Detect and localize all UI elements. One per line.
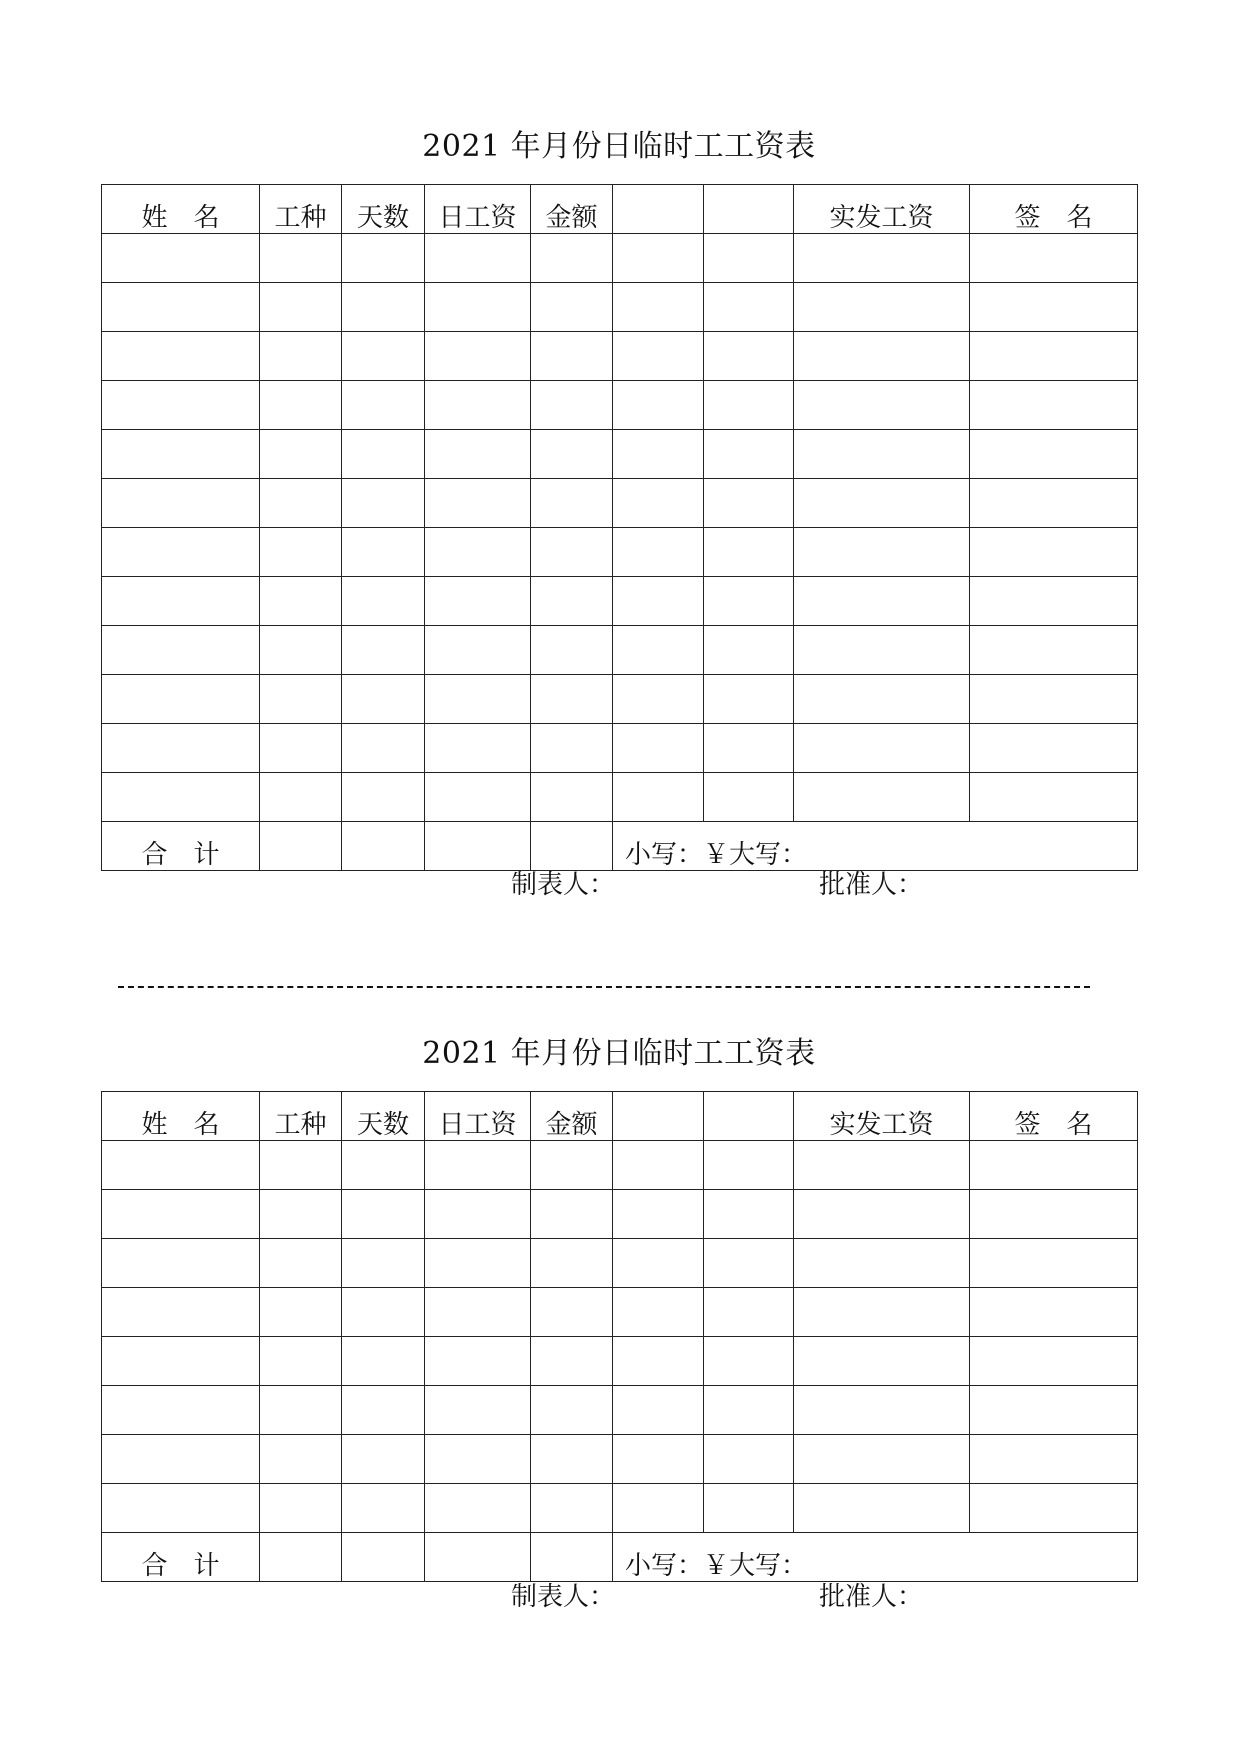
table-cell[interactable] xyxy=(425,577,531,626)
total-cell[interactable] xyxy=(260,1533,342,1582)
table-cell[interactable] xyxy=(970,332,1138,381)
table-row xyxy=(102,1288,1138,1337)
table-row xyxy=(102,528,1138,577)
table-row xyxy=(102,234,1138,283)
table-cell[interactable] xyxy=(102,1386,260,1435)
column-header xyxy=(613,185,704,234)
table-cell[interactable] xyxy=(794,1141,970,1190)
table-cell[interactable] xyxy=(425,773,531,822)
table-cell[interactable] xyxy=(704,234,794,283)
table-cell[interactable] xyxy=(613,1141,704,1190)
total-label: 合 计 xyxy=(102,1533,260,1582)
table-cell[interactable] xyxy=(794,1190,970,1239)
table-cell[interactable] xyxy=(102,1239,260,1288)
table-cell[interactable] xyxy=(342,1337,425,1386)
table-cell[interactable] xyxy=(102,430,260,479)
table-cell[interactable] xyxy=(102,1190,260,1239)
table-cell[interactable] xyxy=(260,577,342,626)
table-cell[interactable] xyxy=(260,234,342,283)
table-cell[interactable] xyxy=(531,283,613,332)
table-cell[interactable] xyxy=(260,1337,342,1386)
table-cell[interactable] xyxy=(531,479,613,528)
table-cell[interactable] xyxy=(613,430,704,479)
table-cell[interactable] xyxy=(704,1386,794,1435)
table-cell[interactable] xyxy=(970,1141,1138,1190)
table-row xyxy=(102,332,1138,381)
table-row xyxy=(102,626,1138,675)
table-cell[interactable] xyxy=(342,528,425,577)
table-cell[interactable] xyxy=(704,724,794,773)
table-cell[interactable] xyxy=(342,1386,425,1435)
table-cell[interactable] xyxy=(531,1190,613,1239)
table-cell[interactable] xyxy=(613,626,704,675)
total-row xyxy=(102,1533,1138,1582)
table-cell[interactable] xyxy=(970,283,1138,332)
table-cell[interactable] xyxy=(970,1435,1138,1484)
table-cell[interactable] xyxy=(425,430,531,479)
table-cell[interactable] xyxy=(260,1190,342,1239)
table-cell[interactable] xyxy=(102,724,260,773)
table-cell[interactable] xyxy=(342,1141,425,1190)
table-cell[interactable] xyxy=(704,1435,794,1484)
table-cell[interactable] xyxy=(342,430,425,479)
table-cell[interactable] xyxy=(613,773,704,822)
table-cell[interactable] xyxy=(794,528,970,577)
amount-in-words-field[interactable]: 小写：￥大写： xyxy=(613,1533,1138,1582)
table-row xyxy=(102,1141,1138,1190)
column-header: 实发工资 xyxy=(794,185,970,234)
table-cell[interactable] xyxy=(260,1435,342,1484)
table-cell[interactable] xyxy=(342,234,425,283)
table-cell[interactable] xyxy=(425,626,531,675)
table-cell[interactable] xyxy=(260,283,342,332)
table-cell[interactable] xyxy=(425,1288,531,1337)
table-cell[interactable] xyxy=(970,724,1138,773)
table-cell[interactable] xyxy=(342,1435,425,1484)
table-cell[interactable] xyxy=(704,626,794,675)
table-cell[interactable] xyxy=(613,1484,704,1533)
column-header xyxy=(704,1092,794,1141)
table-row xyxy=(102,773,1138,822)
total-cell[interactable] xyxy=(342,822,425,871)
payroll-table xyxy=(101,184,1138,871)
table-row xyxy=(102,1190,1138,1239)
table-cell[interactable] xyxy=(425,1190,531,1239)
table-cell[interactable] xyxy=(970,479,1138,528)
column-header: 工种 xyxy=(260,185,342,234)
table-cell[interactable] xyxy=(260,1141,342,1190)
table-cell[interactable] xyxy=(970,1190,1138,1239)
table-row xyxy=(102,430,1138,479)
table-cell[interactable] xyxy=(531,1386,613,1435)
table-row xyxy=(102,1337,1138,1386)
table-cell[interactable] xyxy=(970,1386,1138,1435)
table-cell[interactable] xyxy=(425,1435,531,1484)
table-cell[interactable] xyxy=(102,577,260,626)
table-cell[interactable] xyxy=(613,1386,704,1435)
table-cell[interactable] xyxy=(531,381,613,430)
table-cell[interactable] xyxy=(704,773,794,822)
table-row xyxy=(102,479,1138,528)
table-cell[interactable] xyxy=(613,577,704,626)
table-cell[interactable] xyxy=(794,1239,970,1288)
table-cell[interactable] xyxy=(970,626,1138,675)
table-cell[interactable] xyxy=(531,1141,613,1190)
approver-label: 批准人： xyxy=(819,870,924,900)
table-cell[interactable] xyxy=(342,1190,425,1239)
preparer-label: 制表人： xyxy=(511,870,616,900)
table-cell[interactable] xyxy=(260,479,342,528)
table-cell[interactable] xyxy=(970,1239,1138,1288)
header-row xyxy=(102,1092,1138,1141)
table-cell[interactable] xyxy=(342,479,425,528)
column-header: 金额 xyxy=(531,185,613,234)
table-cell[interactable] xyxy=(970,430,1138,479)
column-header: 工种 xyxy=(260,1092,342,1141)
table-cell[interactable] xyxy=(794,430,970,479)
total-label: 合 计 xyxy=(102,822,260,871)
total-cell[interactable] xyxy=(425,822,531,871)
table-cell[interactable] xyxy=(613,675,704,724)
table-cell[interactable] xyxy=(704,1337,794,1386)
table-cell[interactable] xyxy=(102,1484,260,1533)
table-cell[interactable] xyxy=(794,479,970,528)
table-cell[interactable] xyxy=(102,479,260,528)
table-cell[interactable] xyxy=(794,773,970,822)
table-cell[interactable] xyxy=(613,381,704,430)
column-header: 天数 xyxy=(342,185,425,234)
table-cell[interactable] xyxy=(794,1288,970,1337)
table-cell[interactable] xyxy=(531,1288,613,1337)
table-cell[interactable] xyxy=(531,234,613,283)
table-cell[interactable] xyxy=(531,577,613,626)
table-cell[interactable] xyxy=(342,1239,425,1288)
table-cell[interactable] xyxy=(704,1484,794,1533)
table-cell[interactable] xyxy=(970,1288,1138,1337)
table-cell[interactable] xyxy=(531,1239,613,1288)
table-cell[interactable] xyxy=(102,528,260,577)
table-cell[interactable] xyxy=(704,332,794,381)
column-header: 姓 名 xyxy=(102,185,260,234)
table-cell[interactable] xyxy=(794,626,970,675)
table-cell[interactable] xyxy=(531,1337,613,1386)
table-cell[interactable] xyxy=(794,381,970,430)
table-cell[interactable] xyxy=(704,1288,794,1337)
table-cell[interactable] xyxy=(794,724,970,773)
column-header: 实发工资 xyxy=(794,1092,970,1141)
table-cell[interactable] xyxy=(260,675,342,724)
table-cell[interactable] xyxy=(425,283,531,332)
table-cell[interactable] xyxy=(425,675,531,724)
table-cell[interactable] xyxy=(613,283,704,332)
column-header: 日工资 xyxy=(425,1092,531,1141)
table-row xyxy=(102,283,1138,332)
table-row xyxy=(102,1386,1138,1435)
total-cell[interactable] xyxy=(531,822,613,871)
table-cell[interactable] xyxy=(102,381,260,430)
table-cell[interactable] xyxy=(425,1337,531,1386)
table-row xyxy=(102,1435,1138,1484)
table-cell[interactable] xyxy=(704,283,794,332)
table-cell[interactable] xyxy=(425,1141,531,1190)
table-cell[interactable] xyxy=(794,1337,970,1386)
table-cell[interactable] xyxy=(794,577,970,626)
table-cell[interactable] xyxy=(102,1337,260,1386)
table-row xyxy=(102,577,1138,626)
table-cell[interactable] xyxy=(531,332,613,381)
table-cell[interactable] xyxy=(704,381,794,430)
table-cell[interactable] xyxy=(794,234,970,283)
table-cell[interactable] xyxy=(794,332,970,381)
table-cell[interactable] xyxy=(260,773,342,822)
table-cell[interactable] xyxy=(531,1484,613,1533)
table-cell[interactable] xyxy=(342,577,425,626)
table-cell[interactable] xyxy=(531,1435,613,1484)
total-cell[interactable] xyxy=(531,1533,613,1582)
table-cell[interactable] xyxy=(102,234,260,283)
table-cell[interactable] xyxy=(704,479,794,528)
table-cell[interactable] xyxy=(342,1288,425,1337)
table-row xyxy=(102,724,1138,773)
table-cell[interactable] xyxy=(342,283,425,332)
table-cell[interactable] xyxy=(970,234,1138,283)
table-cell[interactable] xyxy=(704,1239,794,1288)
table-cell[interactable] xyxy=(704,430,794,479)
table-cell[interactable] xyxy=(425,724,531,773)
table-cell[interactable] xyxy=(425,332,531,381)
table-cell[interactable] xyxy=(425,1239,531,1288)
table-row xyxy=(102,1239,1138,1288)
column-header: 姓 名 xyxy=(102,1092,260,1141)
total-row xyxy=(102,822,1138,871)
table-cell[interactable] xyxy=(794,1435,970,1484)
table-row xyxy=(102,381,1138,430)
table-cell[interactable] xyxy=(970,1484,1138,1533)
table-cell[interactable] xyxy=(704,675,794,724)
column-header: 签 名 xyxy=(970,1092,1138,1141)
total-cell[interactable] xyxy=(260,822,342,871)
table-cell[interactable] xyxy=(260,332,342,381)
column-header: 日工资 xyxy=(425,185,531,234)
table-cell[interactable] xyxy=(970,577,1138,626)
table-row xyxy=(102,675,1138,724)
table-cell[interactable] xyxy=(613,1435,704,1484)
table-cell[interactable] xyxy=(102,332,260,381)
table-cell[interactable] xyxy=(970,675,1138,724)
table-cell[interactable] xyxy=(102,675,260,724)
column-header: 天数 xyxy=(342,1092,425,1141)
table-cell[interactable] xyxy=(704,528,794,577)
table-cell[interactable] xyxy=(704,1190,794,1239)
table-cell[interactable] xyxy=(342,675,425,724)
table-cell[interactable] xyxy=(102,626,260,675)
table-cell[interactable] xyxy=(342,1484,425,1533)
table-cell[interactable] xyxy=(425,528,531,577)
table-cell[interactable] xyxy=(260,724,342,773)
table-cell[interactable] xyxy=(260,430,342,479)
table-cell[interactable] xyxy=(425,479,531,528)
table-cell[interactable] xyxy=(102,773,260,822)
preparer-label: 制表人： xyxy=(511,1582,616,1612)
table-cell[interactable] xyxy=(704,1141,794,1190)
sheet-title: 2021 年月份日临时工工资表 xyxy=(422,129,816,164)
table-cell[interactable] xyxy=(102,283,260,332)
header-row xyxy=(102,185,1138,234)
table-cell[interactable] xyxy=(531,773,613,822)
approver-label: 批准人： xyxy=(819,1582,924,1612)
table-cell[interactable] xyxy=(613,1337,704,1386)
table-cell[interactable] xyxy=(613,1288,704,1337)
table-cell[interactable] xyxy=(531,528,613,577)
column-header xyxy=(704,185,794,234)
table-cell[interactable] xyxy=(342,773,425,822)
table-cell[interactable] xyxy=(342,332,425,381)
table-cell[interactable] xyxy=(794,675,970,724)
total-cell[interactable] xyxy=(425,1533,531,1582)
table-cell[interactable] xyxy=(425,234,531,283)
total-cell[interactable] xyxy=(342,1533,425,1582)
table-cell[interactable] xyxy=(970,381,1138,430)
column-header: 金额 xyxy=(531,1092,613,1141)
table-cell[interactable] xyxy=(970,773,1138,822)
table-cell[interactable] xyxy=(102,1435,260,1484)
table-cell[interactable] xyxy=(970,1337,1138,1386)
table-cell[interactable] xyxy=(794,1484,970,1533)
table-cell[interactable] xyxy=(970,528,1138,577)
table-cell[interactable] xyxy=(531,430,613,479)
table-cell[interactable] xyxy=(425,381,531,430)
table-cell[interactable] xyxy=(260,1386,342,1435)
table-cell[interactable] xyxy=(260,1484,342,1533)
table-cell[interactable] xyxy=(794,283,970,332)
table-cell[interactable] xyxy=(531,675,613,724)
table-cell[interactable] xyxy=(425,1484,531,1533)
table-cell[interactable] xyxy=(260,528,342,577)
table-cell[interactable] xyxy=(342,381,425,430)
amount-in-words-field[interactable]: 小写：￥大写： xyxy=(613,822,1138,871)
sheet-title: 2021 年月份日临时工工资表 xyxy=(422,1036,816,1071)
table-cell[interactable] xyxy=(425,1386,531,1435)
column-header: 签 名 xyxy=(970,185,1138,234)
table-cell[interactable] xyxy=(613,234,704,283)
table-cell[interactable] xyxy=(260,626,342,675)
table-cell[interactable] xyxy=(260,1288,342,1337)
table-cell[interactable] xyxy=(531,724,613,773)
table-cell[interactable] xyxy=(102,1288,260,1337)
table-cell[interactable] xyxy=(260,381,342,430)
table-cell[interactable] xyxy=(102,1141,260,1190)
payroll-table xyxy=(101,1091,1138,1582)
table-cell[interactable] xyxy=(613,528,704,577)
table-cell[interactable] xyxy=(531,626,613,675)
table-row xyxy=(102,1484,1138,1533)
table-cell[interactable] xyxy=(342,724,425,773)
table-cell[interactable] xyxy=(342,626,425,675)
table-cell[interactable] xyxy=(704,577,794,626)
column-header xyxy=(613,1092,704,1141)
table-cell[interactable] xyxy=(260,1239,342,1288)
table-cell[interactable] xyxy=(613,479,704,528)
table-cell[interactable] xyxy=(613,1239,704,1288)
cut-line-divider xyxy=(118,986,1090,988)
table-cell[interactable] xyxy=(613,724,704,773)
table-cell[interactable] xyxy=(613,1190,704,1239)
table-cell[interactable] xyxy=(794,1386,970,1435)
table-cell[interactable] xyxy=(613,332,704,381)
